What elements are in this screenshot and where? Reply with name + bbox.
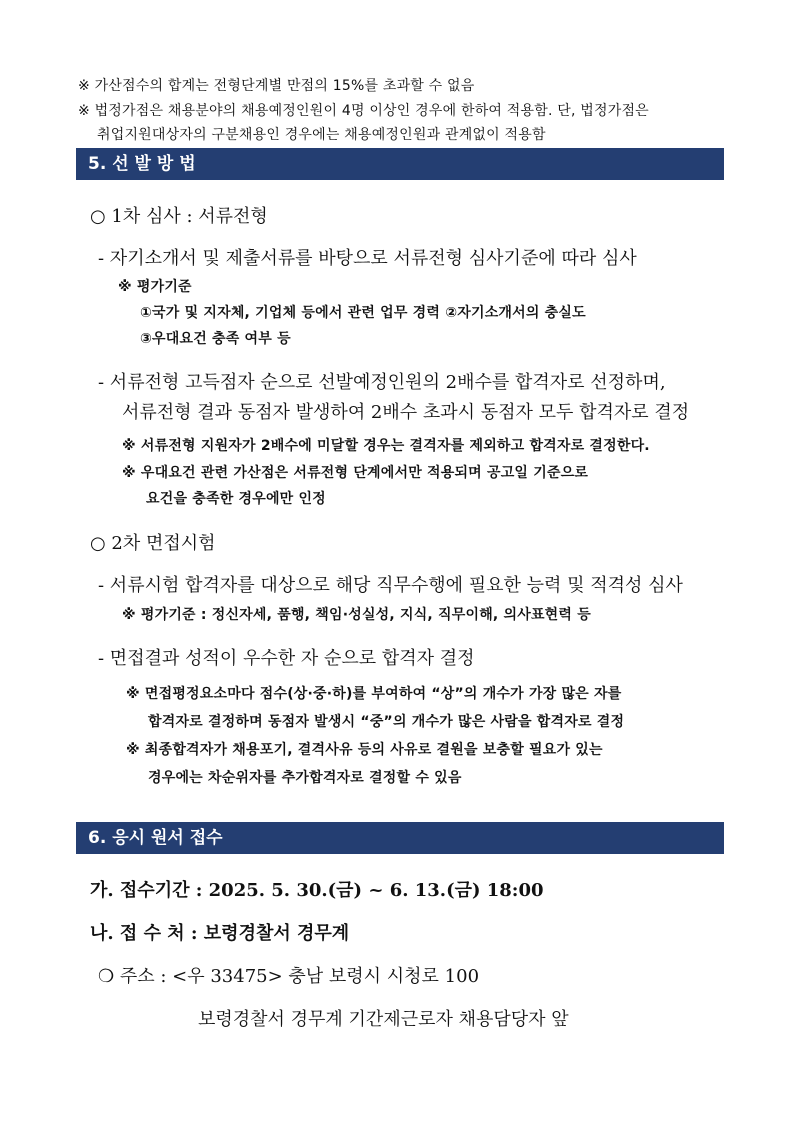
stage2-heading: ○ 2차 면접시험 <box>90 533 216 554</box>
stage1-criteria-line1: ①국가 및 지자체, 기업체 등에서 관련 업무 경력 ②자기소개서의 충실도 <box>140 305 586 321</box>
application-recipient: 보령경찰서 경무계 기간제근로자 채용담당자 앞 <box>198 1009 569 1030</box>
section-5-title: 5. 선 발 방 법 <box>88 154 196 174</box>
stage2-criteria: ※ 평가기준 : 정신자세, 품행, 책임·성실성, 지식, 직무이해, 의사표현력 등 <box>122 607 591 623</box>
stage1-note1: ※ 서류전형 지원자가 2배수에 미달할 경우는 결격자를 제외하고 합격자로 결정한다. <box>122 438 650 454</box>
note-bonus-limit: ※ 가산점수의 합계는 전형단계별 만점의 15%를 초과할 수 없음 <box>78 78 475 94</box>
stage1-note2-line1: ※ 우대요건 관련 가산점은 서류전형 단계에서만 적용되며 공고일 기준으로 <box>122 465 589 481</box>
stage1-item1: - 자기소개서 및 제출서류를 바탕으로 서류전형 심사기준에 따라 심사 <box>98 248 637 269</box>
stage1-item2-line1: - 서류전형 고득점자 순으로 선발예정인원의 2배수를 합격자로 선정하며, <box>98 372 666 393</box>
section-6-header <box>76 822 724 854</box>
stage1-heading: ○ 1차 심사 : 서류전형 <box>90 206 268 227</box>
application-place: 나. 접 수 처 : 보령경찰서 경무계 <box>90 923 350 944</box>
stage2-note2-line2: 경우에는 차순위자를 추가합격자로 결정할 수 있음 <box>148 770 462 786</box>
stage2-note2-line1: ※ 최종합격자가 채용포기, 결격사유 등의 사유로 결원을 보충할 필요가 있는 <box>126 742 603 758</box>
stage1-criteria-label: ※ 평가기준 <box>118 279 192 295</box>
application-period: 가. 접수기간 : 2025. 5. 30.(금) ~ 6. 13.(금) 18:00 <box>90 880 544 901</box>
stage1-note2-line2: 요건을 충족한 경우에만 인정 <box>146 491 326 507</box>
stage1-criteria-line2: ③우대요건 충족 여부 등 <box>140 331 291 347</box>
stage2-note1-line1: ※ 면접평정요소마다 점수(상·중·하)를 부여하여 “상”의 개수가 가장 많은 자를 <box>126 686 622 702</box>
stage2-note1-line2: 합격자로 결정하며 동점자 발생시 “중”의 개수가 많은 사람을 합격자로 결정 <box>148 714 625 730</box>
stage1-item2-line2: 서류전형 결과 동점자 발생하여 2배수 초과시 동점자 모두 합격자로 결정 <box>122 402 690 423</box>
stage2-item1: - 서류시험 합격자를 대상으로 해당 직무수행에 필요한 능력 및 적격성 심사 <box>98 575 683 596</box>
section-5-header <box>76 148 724 180</box>
stage2-item2: - 면접결과 성적이 우수한 자 순으로 합격자 결정 <box>98 648 475 669</box>
note-legal-bonus: ※ 법정가점은 채용분야의 채용예정인원이 4명 이상인 경우에 한하여 적용함. 단, 법정가점은 <box>78 103 649 119</box>
note-legal-bonus-cont: 취업지원대상자의 구분채용인 경우에는 채용예정인원과 관계없이 적용함 <box>97 127 546 143</box>
application-address: ❍ 주소 : <우 33475> 충남 보령시 시청로 100 <box>98 966 480 987</box>
section-6-title: 6. 응시 원서 접수 <box>88 828 223 848</box>
